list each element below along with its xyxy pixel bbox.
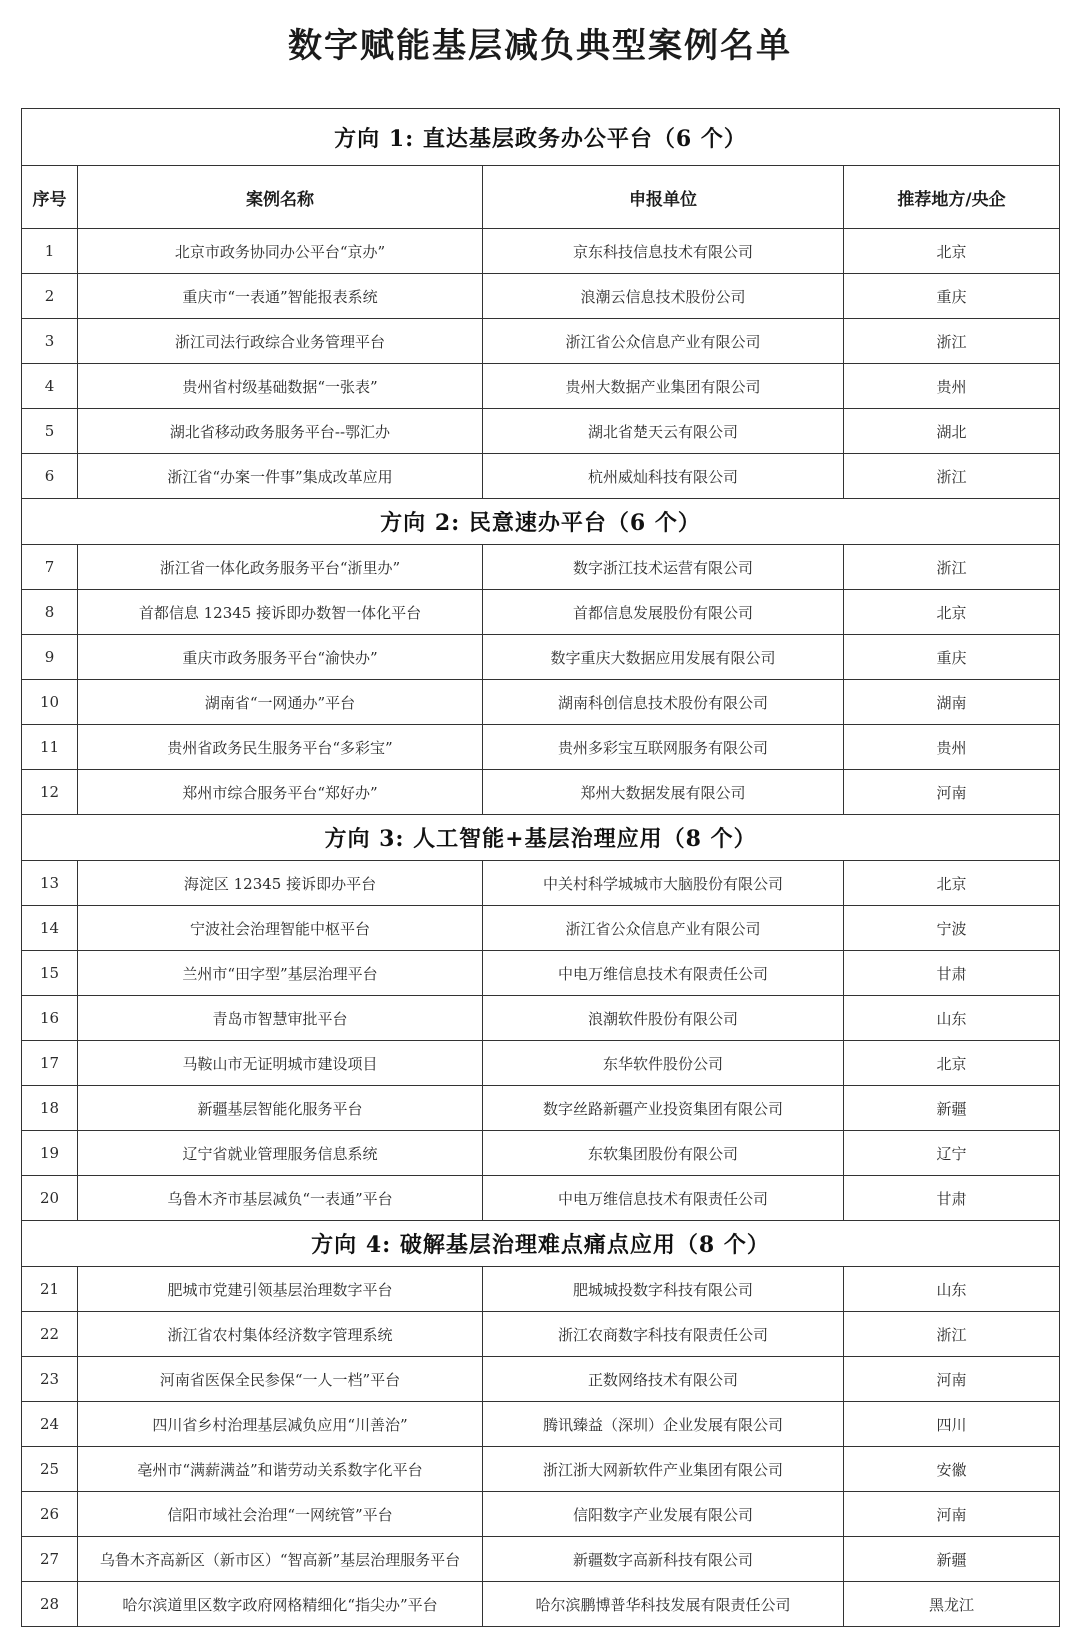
cell-applicant: 中电万维信息技术有限责任公司 bbox=[483, 1176, 844, 1221]
table-row bbox=[22, 1312, 1060, 1357]
cell-recommender: 甘肃 bbox=[844, 951, 1060, 996]
cell-applicant: 东华软件股份公司 bbox=[483, 1041, 844, 1086]
cell-applicant: 腾讯臻益（深圳）企业发展有限公司 bbox=[483, 1402, 844, 1447]
cell-case-name: 新疆基层智能化服务平台 bbox=[78, 1086, 483, 1131]
table-row bbox=[22, 454, 1060, 499]
table-row bbox=[22, 1492, 1060, 1537]
table-row bbox=[22, 1176, 1060, 1221]
cell-applicant: 浪潮软件股份有限公司 bbox=[483, 996, 844, 1041]
cell-case-name: 信阳市域社会治理“一网统管”平台 bbox=[78, 1492, 483, 1537]
column-header-row bbox=[22, 166, 1060, 229]
cell-case-name: 乌鲁木齐市基层减负“一表通”平台 bbox=[78, 1176, 483, 1221]
cell-recommender: 北京 bbox=[844, 861, 1060, 906]
table-row bbox=[22, 590, 1060, 635]
cell-applicant: 新疆数字高新科技有限公司 bbox=[483, 1537, 844, 1582]
cell-index: 21 bbox=[22, 1267, 78, 1312]
cell-applicant: 肥城城投数字科技有限公司 bbox=[483, 1267, 844, 1312]
table-row bbox=[22, 635, 1060, 680]
table-row bbox=[22, 1131, 1060, 1176]
table-row bbox=[22, 229, 1060, 274]
cell-recommender: 山东 bbox=[844, 996, 1060, 1041]
cell-recommender: 河南 bbox=[844, 1492, 1060, 1537]
cell-recommender: 北京 bbox=[844, 1041, 1060, 1086]
cell-index: 16 bbox=[22, 996, 78, 1041]
cell-recommender: 安徽 bbox=[844, 1447, 1060, 1492]
cell-applicant: 数字丝路新疆产业投资集团有限公司 bbox=[483, 1086, 844, 1131]
cell-index: 10 bbox=[22, 680, 78, 725]
cell-case-name: 哈尔滨道里区数字政府网格精细化“指尖办”平台 bbox=[78, 1582, 483, 1627]
cell-case-name: 宁波社会治理智能中枢平台 bbox=[78, 906, 483, 951]
cell-applicant: 贵州多彩宝互联网服务有限公司 bbox=[483, 725, 844, 770]
table-row bbox=[22, 1582, 1060, 1627]
cell-case-name: 肥城市党建引领基层治理数字平台 bbox=[78, 1267, 483, 1312]
cell-recommender: 河南 bbox=[844, 770, 1060, 815]
cell-index: 12 bbox=[22, 770, 78, 815]
cell-recommender: 贵州 bbox=[844, 364, 1060, 409]
cell-applicant: 浙江农商数字科技有限责任公司 bbox=[483, 1312, 844, 1357]
cell-case-name: 辽宁省就业管理服务信息系统 bbox=[78, 1131, 483, 1176]
cell-case-name: 浙江省农村集体经济数字管理系统 bbox=[78, 1312, 483, 1357]
cell-recommender: 北京 bbox=[844, 229, 1060, 274]
cell-recommender: 山东 bbox=[844, 1267, 1060, 1312]
section-heading: 方向 2: 民意速办平台（6 个） bbox=[22, 499, 1060, 545]
cell-case-name: 首都信息 12345 接诉即办数智一体化平台 bbox=[78, 590, 483, 635]
cell-case-name: 青岛市智慧审批平台 bbox=[78, 996, 483, 1041]
section-heading: 方向 1: 直达基层政务办公平台（6 个） bbox=[22, 109, 1060, 166]
cell-case-name: 马鞍山市无证明城市建设项目 bbox=[78, 1041, 483, 1086]
cell-applicant: 正数网络技术有限公司 bbox=[483, 1357, 844, 1402]
table-row bbox=[22, 861, 1060, 906]
cell-recommender: 浙江 bbox=[844, 1312, 1060, 1357]
cell-index: 20 bbox=[22, 1176, 78, 1221]
cell-recommender: 浙江 bbox=[844, 319, 1060, 364]
cell-case-name: 贵州省村级基础数据“一张表” bbox=[78, 364, 483, 409]
column-header-case-name: 案例名称 bbox=[78, 166, 483, 229]
cell-index: 7 bbox=[22, 545, 78, 590]
table-row bbox=[22, 996, 1060, 1041]
table-row bbox=[22, 274, 1060, 319]
cell-case-name: 亳州市“满薪满益”和谐劳动关系数字化平台 bbox=[78, 1447, 483, 1492]
cell-case-name: 湖北省移动政务服务平台--鄂汇办 bbox=[78, 409, 483, 454]
cell-recommender: 四川 bbox=[844, 1402, 1060, 1447]
cell-case-name: 重庆市政务服务平台“渝快办” bbox=[78, 635, 483, 680]
cell-applicant: 信阳数字产业发展有限公司 bbox=[483, 1492, 844, 1537]
cell-index: 18 bbox=[22, 1086, 78, 1131]
cell-applicant: 浙江浙大网新软件产业集团有限公司 bbox=[483, 1447, 844, 1492]
cell-applicant: 京东科技信息技术有限公司 bbox=[483, 229, 844, 274]
cell-recommender: 湖北 bbox=[844, 409, 1060, 454]
cell-index: 11 bbox=[22, 725, 78, 770]
cell-case-name: 浙江省一体化政务服务平台“浙里办” bbox=[78, 545, 483, 590]
column-header-recommender: 推荐地方/央企 bbox=[844, 166, 1060, 229]
section-heading-row bbox=[22, 1221, 1060, 1267]
cell-index: 8 bbox=[22, 590, 78, 635]
cell-index: 15 bbox=[22, 951, 78, 996]
cell-index: 25 bbox=[22, 1447, 78, 1492]
cell-applicant: 郑州大数据发展有限公司 bbox=[483, 770, 844, 815]
page-title: 数字赋能基层减负典型案例名单 bbox=[288, 26, 792, 66]
cell-applicant: 湖北省楚天云有限公司 bbox=[483, 409, 844, 454]
cell-recommender: 河南 bbox=[844, 1357, 1060, 1402]
cell-recommender: 辽宁 bbox=[844, 1131, 1060, 1176]
cell-applicant: 贵州大数据产业集团有限公司 bbox=[483, 364, 844, 409]
table-row bbox=[22, 409, 1060, 454]
cell-recommender: 湖南 bbox=[844, 680, 1060, 725]
table-row bbox=[22, 725, 1060, 770]
cell-index: 6 bbox=[22, 454, 78, 499]
cell-index: 2 bbox=[22, 274, 78, 319]
column-header-applicant: 申报单位 bbox=[483, 166, 844, 229]
cell-index: 19 bbox=[22, 1131, 78, 1176]
cell-applicant: 浙江省公众信息产业有限公司 bbox=[483, 319, 844, 364]
cell-index: 5 bbox=[22, 409, 78, 454]
cell-index: 22 bbox=[22, 1312, 78, 1357]
table-row bbox=[22, 1041, 1060, 1086]
cell-case-name: 四川省乡村治理基层减负应用“川善治” bbox=[78, 1402, 483, 1447]
table-row bbox=[22, 1447, 1060, 1492]
table-row bbox=[22, 680, 1060, 725]
table-row bbox=[22, 1357, 1060, 1402]
cell-applicant: 哈尔滨鹏博普华科技发展有限责任公司 bbox=[483, 1582, 844, 1627]
section-heading-row bbox=[22, 499, 1060, 545]
cell-case-name: 海淀区 12345 接诉即办平台 bbox=[78, 861, 483, 906]
cell-applicant: 浙江省公众信息产业有限公司 bbox=[483, 906, 844, 951]
cell-recommender: 宁波 bbox=[844, 906, 1060, 951]
cell-index: 13 bbox=[22, 861, 78, 906]
cell-recommender: 浙江 bbox=[844, 545, 1060, 590]
table-row bbox=[22, 1402, 1060, 1447]
cell-index: 26 bbox=[22, 1492, 78, 1537]
table-row bbox=[22, 770, 1060, 815]
cell-recommender: 北京 bbox=[844, 590, 1060, 635]
cell-recommender: 贵州 bbox=[844, 725, 1060, 770]
cell-applicant: 浪潮云信息技术股份公司 bbox=[483, 274, 844, 319]
cell-applicant: 中电万维信息技术有限责任公司 bbox=[483, 951, 844, 996]
section-heading: 方向 4: 破解基层治理难点痛点应用（8 个） bbox=[22, 1221, 1060, 1267]
cell-recommender: 黑龙江 bbox=[844, 1582, 1060, 1627]
cell-applicant: 东软集团股份有限公司 bbox=[483, 1131, 844, 1176]
cell-case-name: 乌鲁木齐高新区（新市区）“智高新”基层治理服务平台 bbox=[78, 1537, 483, 1582]
cell-case-name: 重庆市“一表通”智能报表系统 bbox=[78, 274, 483, 319]
cell-applicant: 湖南科创信息技术股份有限公司 bbox=[483, 680, 844, 725]
table-row bbox=[22, 906, 1060, 951]
cell-recommender: 甘肃 bbox=[844, 1176, 1060, 1221]
cell-index: 27 bbox=[22, 1537, 78, 1582]
section-heading: 方向 3: 人工智能+基层治理应用（8 个） bbox=[22, 815, 1060, 861]
cell-applicant: 杭州威灿科技有限公司 bbox=[483, 454, 844, 499]
cell-case-name: 兰州市“田字型”基层治理平台 bbox=[78, 951, 483, 996]
section-heading-row bbox=[22, 109, 1060, 166]
cell-applicant: 首都信息发展股份有限公司 bbox=[483, 590, 844, 635]
table-row bbox=[22, 951, 1060, 996]
cell-applicant: 数字重庆大数据应用发展有限公司 bbox=[483, 635, 844, 680]
cell-recommender: 新疆 bbox=[844, 1086, 1060, 1131]
cell-index: 1 bbox=[22, 229, 78, 274]
cell-recommender: 新疆 bbox=[844, 1537, 1060, 1582]
cell-index: 23 bbox=[22, 1357, 78, 1402]
cell-index: 9 bbox=[22, 635, 78, 680]
cell-index: 24 bbox=[22, 1402, 78, 1447]
cell-case-name: 北京市政务协同办公平台“京办” bbox=[78, 229, 483, 274]
cell-index: 28 bbox=[22, 1582, 78, 1627]
table-row bbox=[22, 319, 1060, 364]
cell-case-name: 浙江司法行政综合业务管理平台 bbox=[78, 319, 483, 364]
column-header-index: 序号 bbox=[22, 166, 78, 229]
table-row bbox=[22, 1267, 1060, 1312]
table-row bbox=[22, 364, 1060, 409]
cell-case-name: 湖南省“一网通办”平台 bbox=[78, 680, 483, 725]
table-row bbox=[22, 1086, 1060, 1131]
cell-case-name: 河南省医保全民参保“一人一档”平台 bbox=[78, 1357, 483, 1402]
cell-case-name: 郑州市综合服务平台“郑好办” bbox=[78, 770, 483, 815]
cell-applicant: 中关村科学城城市大脑股份有限公司 bbox=[483, 861, 844, 906]
cell-recommender: 重庆 bbox=[844, 274, 1060, 319]
cell-applicant: 数字浙江技术运营有限公司 bbox=[483, 545, 844, 590]
cell-case-name: 贵州省政务民生服务平台“多彩宝” bbox=[78, 725, 483, 770]
cell-index: 17 bbox=[22, 1041, 78, 1086]
cell-index: 3 bbox=[22, 319, 78, 364]
cell-index: 14 bbox=[22, 906, 78, 951]
section-heading-row bbox=[22, 815, 1060, 861]
table-row bbox=[22, 545, 1060, 590]
cell-index: 4 bbox=[22, 364, 78, 409]
table-row bbox=[22, 1537, 1060, 1582]
cell-case-name: 浙江省“办案一件事”集成改革应用 bbox=[78, 454, 483, 499]
cell-recommender: 浙江 bbox=[844, 454, 1060, 499]
cell-recommender: 重庆 bbox=[844, 635, 1060, 680]
case-list-table bbox=[21, 108, 1060, 1627]
